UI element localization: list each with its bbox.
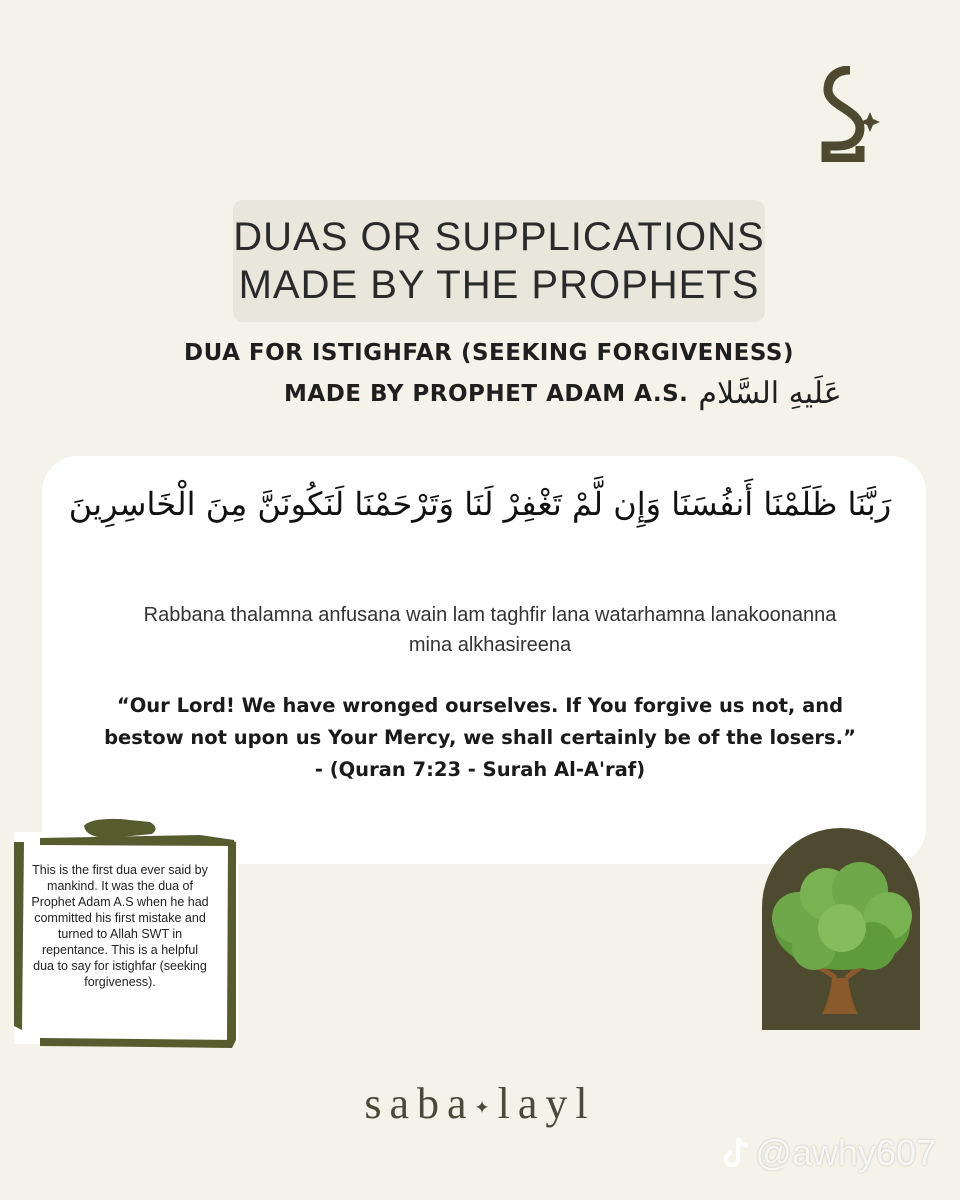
translation-text: “Our Lord! We have wronged ourselves. If You forgive us not, and bestow not upon us Your Mercy, we shall certainly be of the losers.” - (Quran 7:23 - Surah Al-A'raf) — [104, 694, 856, 781]
tiktok-icon — [721, 1136, 751, 1170]
dua-attribution — [284, 376, 844, 411]
page-title-box — [233, 200, 765, 322]
dua-attribution-label: MADE BY PROPHET ADAM A.S. — [284, 380, 689, 407]
brand-part-1: saba — [364, 1079, 475, 1128]
arabic-honorific: عَلَيهِ السَّلام — [698, 376, 842, 411]
page-title-line-1: DUAS OR SUPPLICATIONS — [233, 215, 765, 259]
brand-logo-icon — [820, 66, 882, 162]
note-text: This is the first dua ever said by mankind. It was the dua of Prophet Adam A.S when he had committed his first mistake and turned to Allah SWT in repentance. This is a helpful dua to say for istighfar (seeking forgiveness). — [31, 863, 209, 989]
arabic-verse: رَبَّنَا ظَلَمْنَا أَنفُسَنَا وَإِن لَّمْ تَغْفِرْ لَنَا وَتَرْحَمْنَا لَنَكُونَنَّ مِنَ الْخَاسِرِينَ — [68, 485, 892, 523]
dua-subtitle: DUA FOR ISTIGHFAR (SEEKING FORGIVENESS) — [184, 340, 794, 366]
brand-part-2: layl — [497, 1079, 596, 1128]
transliteration-text: Rabbana thalamna anfusana wain lam taghfir lana watarhamna lanakoonanna mina alkhasireena — [143, 604, 837, 656]
tree-arch — [762, 828, 920, 1030]
tree-icon — [762, 828, 920, 1030]
page-title-line-2: MADE BY THE PROPHETS — [238, 263, 760, 307]
watermark-text: @awhy607 — [755, 1132, 936, 1173]
brush-frame-icon — [0, 0, 240, 1200]
brand-separator: ✦ — [474, 1097, 498, 1118]
brand-wordmark — [0, 1078, 960, 1129]
watermark — [721, 1132, 936, 1174]
